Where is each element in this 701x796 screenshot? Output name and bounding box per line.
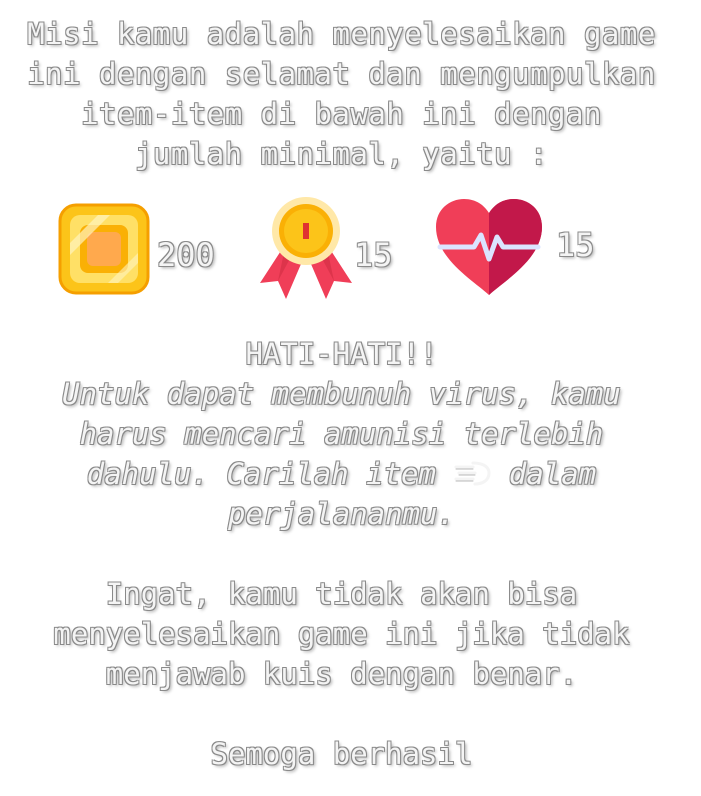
reminder-line: Ingat, kamu tidak akan bisa	[105, 577, 578, 611]
reminder-section	[0, 574, 683, 694]
heart-count: 15	[556, 226, 595, 264]
intro-line: ini dengan selamat dan mengumpulkan	[27, 57, 656, 91]
required-items	[0, 195, 701, 305]
heart-icon	[434, 197, 544, 297]
warning-line	[0, 454, 683, 494]
warning-title: HATI-HATI!!	[245, 337, 438, 371]
warning-body	[0, 374, 683, 534]
medal-icon	[258, 195, 354, 303]
intro-line: Misi kamu adalah menyelesaikan game	[27, 17, 656, 51]
medal-count: 15	[354, 236, 393, 274]
warning-line: perjalananmu.	[228, 497, 455, 531]
coin-count: 200	[157, 236, 215, 274]
intro-line: item-item di bawah ini dengan	[81, 97, 602, 131]
intro-line: jumlah minimal, yaitu :	[134, 137, 549, 171]
coin-icon	[58, 203, 150, 295]
warning-line: harus mencari amunisi terlebih	[79, 417, 604, 451]
reminder-line: menjawab kuis dengan benar.	[105, 657, 578, 691]
warning-line-part: dahulu. Carilah item	[86, 457, 436, 491]
reminder-line: menyelesaikan game ini jika tidak	[53, 617, 630, 651]
warning-line: Untuk dapat membunuh virus, kamu	[62, 377, 621, 411]
closing-text: Semoga berhasil	[210, 737, 473, 771]
warning-section	[0, 334, 683, 534]
warning-line-part: dalam	[508, 457, 597, 491]
mission-intro	[0, 14, 683, 174]
ammo-icon	[453, 458, 491, 488]
